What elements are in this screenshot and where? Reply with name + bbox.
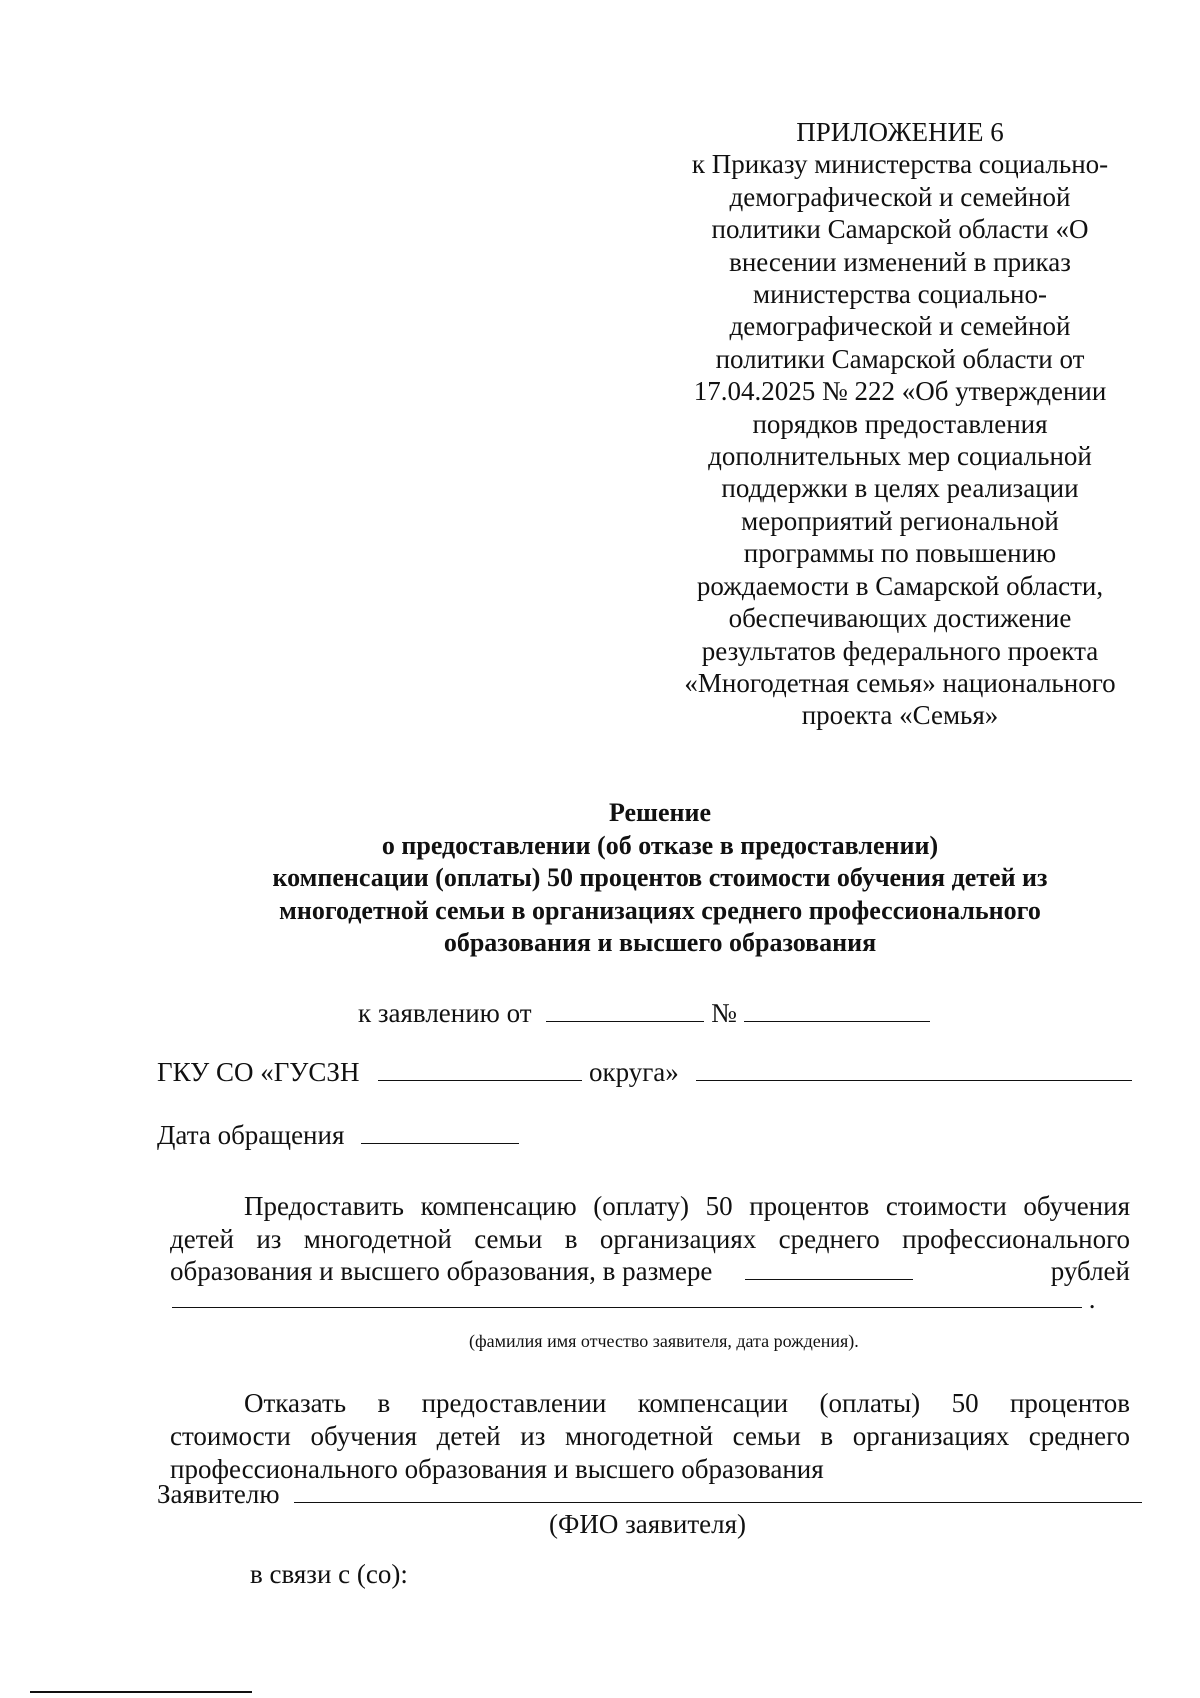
header-line: проекта «Семья» [801,700,999,731]
application-number-field[interactable] [744,1020,930,1022]
grant-line: детей из многодетной семьи в организациях среднего профессионального [170,1224,1130,1254]
appendix-label: ПРИЛОЖЕНИЕ 6 [796,117,1004,147]
header-line: министерства социально- [753,279,1047,310]
reason-label: в связи с (со): [250,1559,408,1589]
header-line: результатов федерального проекта [701,635,1099,666]
header-line: внесении изменений в приказ [729,246,1071,277]
footnote-divider [30,1691,252,1693]
header-line: порядков предоставления [752,408,1048,439]
applicant-label: Заявителю [157,1479,280,1509]
number-label: № [711,998,737,1028]
fio-caption: (ФИО заявителя) [549,1509,747,1539]
header-line: поддержки в целях реализации [721,473,1079,504]
header-line: демографической и семейной [729,311,1071,342]
grant-amount-row [170,1256,1130,1287]
header-line: политики Самарской области «О [711,214,1089,245]
refuse-line: стоимости обучения детей из многодетной семьи в организациях среднего [170,1421,1130,1451]
header-line: к Приказу министерства социально- [691,149,1109,180]
refuse-line: профессионального образования и высшего образования [170,1454,824,1484]
date-label: Дата обращения [157,1120,345,1150]
currency-label: рублей [1050,1256,1130,1286]
period-mark: . [1088,1284,1096,1314]
grant-line: образования и высшего образования, в размере [170,1256,713,1286]
grant-line: Предоставить компенсацию (оплату) 50 процентов стоимости обучения [244,1191,1130,1221]
title-line: образования и высшего образования [443,928,877,957]
header-line: рождаемости в Самарской области, [696,570,1104,601]
decision-title [120,797,1200,960]
title-line: компенсации (оплаты) 50 процентов стоимости обучения детей из [272,863,1048,892]
header-line: дополнительных мер социальной [708,441,1092,472]
applicant-row [157,1479,1142,1510]
applicant-info-caption: (фамилия имя отчество заявителя, дата рождения). [469,1331,859,1351]
header-line: обеспечивающих достижение [728,603,1072,634]
header-line: «Многодетная семья» национального [684,667,1116,698]
amount-field[interactable] [745,1278,913,1280]
agency-name-field[interactable] [378,1079,582,1081]
date-row [157,1120,519,1151]
refuse-paragraph [170,1387,1130,1486]
title-line: о предоставлении (об отказе в предоставлении) [381,830,939,860]
appendix-header [640,116,1160,732]
applicant-info-field[interactable] [172,1306,1082,1308]
title-line: Решение [608,798,712,827]
agency-row [157,1057,1132,1088]
header-line: мероприятий региональной [741,505,1059,536]
applicant-info-row [172,1284,1096,1315]
district-label: округа» [588,1057,679,1087]
district-name-field[interactable] [696,1079,1132,1081]
application-date-field[interactable] [546,1020,704,1022]
title-line: многодетной семьи в организациях среднего профессионального [279,895,1041,925]
header-line: политики Самарской области от [715,343,1085,374]
refuse-line: Отказать в предоставлении компенсации (оплаты) 50 процентов [244,1388,1130,1418]
application-from-label: к заявлению от [358,998,532,1028]
header-line: демографической и семейной [729,181,1071,212]
applicant-name-field[interactable] [294,1501,1142,1503]
request-date-field[interactable] [361,1142,519,1144]
header-line: программы по повышению [743,538,1057,569]
header-line: 17.04.2025 № 222 «Об утверждении [693,376,1107,407]
agency-label: ГКУ СО «ГУСЗН [157,1057,360,1087]
grant-paragraph [170,1190,1130,1256]
application-ref-row [358,998,930,1029]
